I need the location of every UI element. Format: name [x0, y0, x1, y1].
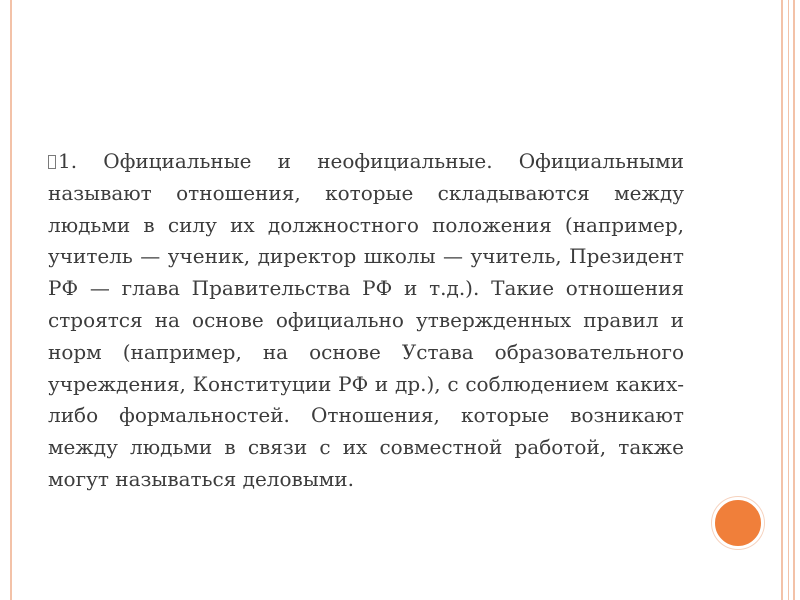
left-frame-line	[10, 0, 12, 600]
right-frame-line-3	[793, 0, 795, 600]
slide-body-text	[48, 146, 684, 496]
paragraph-text: 1. Официальные и неофициальные. Официальными называют отношения, которые складываются между людьми в силу их должностного положения (например, учитель — ученик, директор школы — учитель, Президент РФ — глава Правительства РФ и т.д.). Такие отношения строятся на основе официально утвержденных правил и норм (например, на основе Устава образовательного учреждения, Конституции РФ и др.), с соблюдением каких-либо формальностей. Отношения, которые возникают между людьми в связи с их совместной работой, также могут называться деловыми.	[48, 149, 684, 491]
right-frame-line-1	[781, 0, 783, 600]
decorative-circle	[712, 497, 764, 549]
bullet-box-icon	[48, 155, 56, 169]
right-frame-line-2	[788, 0, 789, 600]
